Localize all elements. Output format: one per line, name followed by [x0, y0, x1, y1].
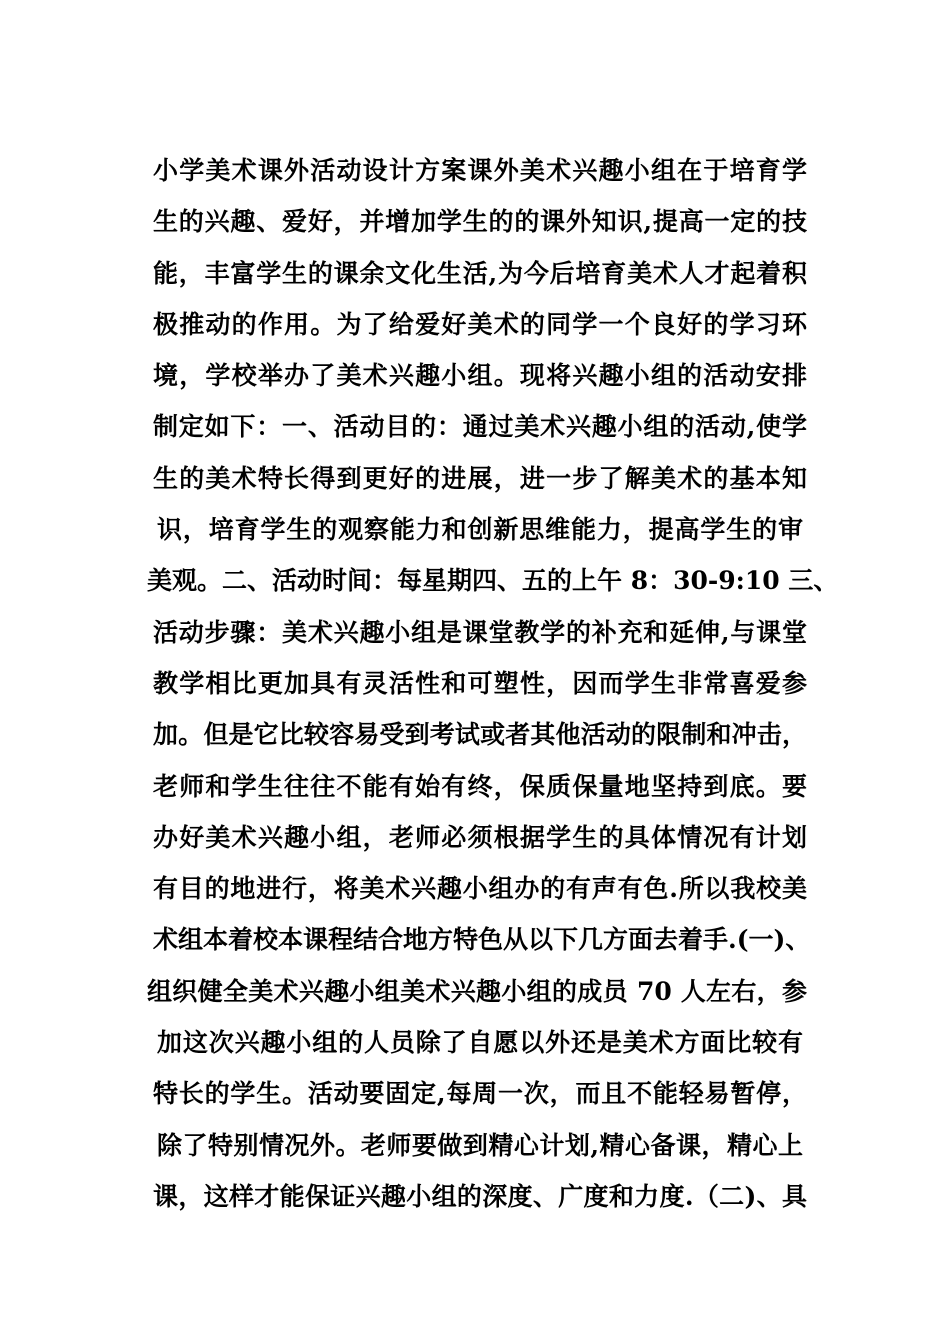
text-line: 除了特别情况外。老师要做到精心计划,精心备课，精心上	[157, 1130, 803, 1160]
text-line: 能，丰富学生的课余文化生活,为今后培育美术人才起着积	[153, 258, 807, 288]
text-line: 有目的地进行，将美术兴趣小组办的有声有色.所以我校美	[153, 874, 807, 904]
text-line: 活动步骤：美术兴趣小组是课堂教学的补充和延伸,与课堂	[153, 617, 807, 647]
text-line: 加。但是它比较容易受到考试或者其他活动的限制和冲击，	[153, 720, 807, 750]
text-line: 境，学校举办了美术兴趣小组。现将兴趣小组的活动安排	[153, 361, 807, 391]
text-line: 生的兴趣、爱好，并增加学生的的课外知识,提高一定的技	[153, 207, 807, 237]
text-line: 特长的学生。活动要固定,每周一次，而且不能轻易暂停，	[153, 1079, 807, 1109]
text-line: 组织健全美术兴趣小组美术兴趣小组的成员 70 人左右，参	[147, 976, 807, 1006]
text-line: 生的美术特长得到更好的进展，进一步了解美术的基本知	[153, 463, 807, 493]
text-line: 识，培育学生的观察能力和创新思维能力，提高学生的审	[157, 515, 803, 545]
text-line: 小学美术课外活动设计方案课外美术兴趣小组在于培育学	[153, 156, 807, 185]
text-line: 加这次兴趣小组的人员除了自愿以外还是美术方面比较有	[157, 1028, 803, 1058]
text-line: 教学相比更加具有灵活性和可塑性，因而学生非常喜爱参	[153, 668, 807, 698]
text-line: 课，这样才能保证兴趣小组的深度、广度和力度.（二)、具	[153, 1181, 807, 1211]
text-line: 美观。二、活动时间：每星期四、五的上午 8：30-9:10 三、	[147, 566, 839, 596]
body-text	[145, 145, 839, 1222]
text-line: 办好美术兴趣小组，老师必须根据学生的具体情况有计划	[153, 822, 807, 852]
text-line: 老师和学生往往不能有始有终，保质保量地坚持到底。要	[153, 771, 807, 801]
text-line: 制定如下：一、活动目的：通过美术兴趣小组的活动,使学	[153, 412, 807, 442]
text-line: 术组本着校本课程结合地方特色从以下几方面去着手.(一)、	[153, 925, 811, 955]
text-line: 极推动的作用。为了给爱好美术的同学一个良好的学习环	[153, 309, 807, 339]
